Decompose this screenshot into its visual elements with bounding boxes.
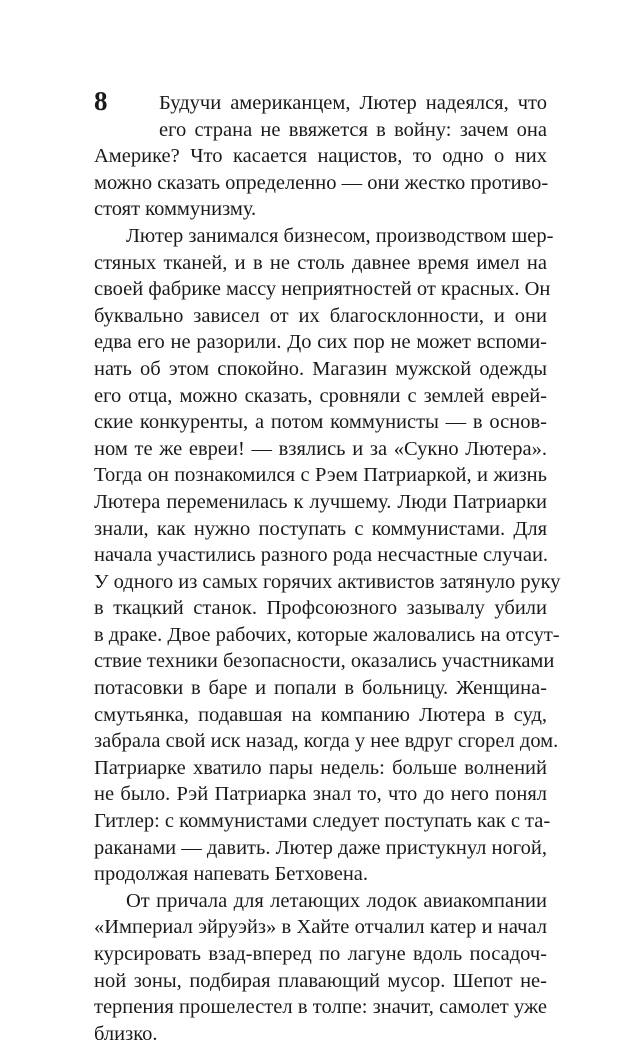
text-line: ной зоны, подбирая плавающий мусор. Шепот не- — [94, 969, 547, 992]
text-line: раканами — давить. Лютер даже пристукнул ногой, — [94, 836, 547, 859]
text-line: в драке. Двое рабочих, которые жаловались на отсут- — [94, 623, 560, 646]
body-text — [94, 86, 561, 1047]
text-line: продолжая напевать Бетховена. — [94, 863, 369, 886]
text-line: ном те же евреи! — взялись и за «Сукно Лютера». — [94, 437, 547, 460]
text-line: буквально зависел от их благосклонности, и они — [94, 304, 547, 327]
page-number: 8 — [94, 86, 108, 116]
text-line: нать об этом спокойно. Магазин мужской одежды — [94, 357, 547, 380]
text-line: Гитлер: с коммунистами следует поступать как с та- — [94, 810, 551, 833]
text-line: своей фабрике массу неприятностей от красных. Он — [94, 278, 551, 301]
text-line: ствие техники безопасности, оказались участниками — [94, 650, 555, 673]
text-line: стоят коммунизму. — [94, 198, 257, 221]
text-line: его страна не ввяжется в войну: зачем она — [159, 118, 547, 141]
text-line: в ткацкий станок. Профсоюзного зазывалу убили — [94, 597, 547, 620]
text-line: Тогда он познакомился с Рэем Патриаркой, и жизнь — [94, 464, 547, 487]
text-line: не было. Рэй Патриарка знал то, что до него понял — [94, 783, 547, 806]
text-line: стяных тканей, и в не столь давнее время имел на — [94, 251, 547, 274]
text-line: близко. — [94, 1022, 158, 1045]
text-line: Будучи американцем, Лютер надеялся, что — [159, 92, 547, 114]
text-line: курсировать взад-вперед по лагуне вдоль посадоч- — [94, 943, 547, 965]
text-line: У одного из самых горячих активистов затянуло руку — [94, 570, 561, 593]
text-line: забрала свой иск назад, когда у нее вдруг сгорел дом. — [94, 730, 559, 753]
text-line: едва его не разорили. До сих пор не может вспоми- — [94, 331, 547, 354]
text-line: терпения прошелестел в толпе: значит, самолет уже — [94, 996, 547, 1019]
text-line: смутьянка, подавшая на компанию Лютера в суд, — [94, 703, 547, 726]
text-line: начала участились разного рода несчастные случаи. — [94, 544, 549, 567]
text-line: Патриарке хватило пары недель: больше волнений — [94, 756, 547, 779]
text-line: можно сказать определенно — они жестко противо- — [94, 171, 549, 194]
text-line: ские конкуренты, а потом коммунисты — в основ- — [94, 411, 547, 434]
text-line: потасовки в баре и попали в больницу. Женщина- — [94, 677, 547, 700]
text-line: знали, как нужно поступать с коммунистами. Для — [94, 517, 547, 540]
text-line: «Империал эйруэйз» в Хайте отчалил катер и начал — [94, 916, 547, 939]
text-line: Америке? Что касается нацистов, то одно о них — [94, 145, 547, 168]
text-line: От причала для летающих лодок авиакомпании — [126, 889, 547, 912]
text-line: Лютер занимался бизнесом, производством шер- — [126, 224, 554, 247]
text-line: Лютера переменилась к лучшему. Люди Патриарки — [94, 490, 547, 513]
text-line: его отца, можно сказать, сровняли с землей еврей- — [94, 384, 547, 407]
